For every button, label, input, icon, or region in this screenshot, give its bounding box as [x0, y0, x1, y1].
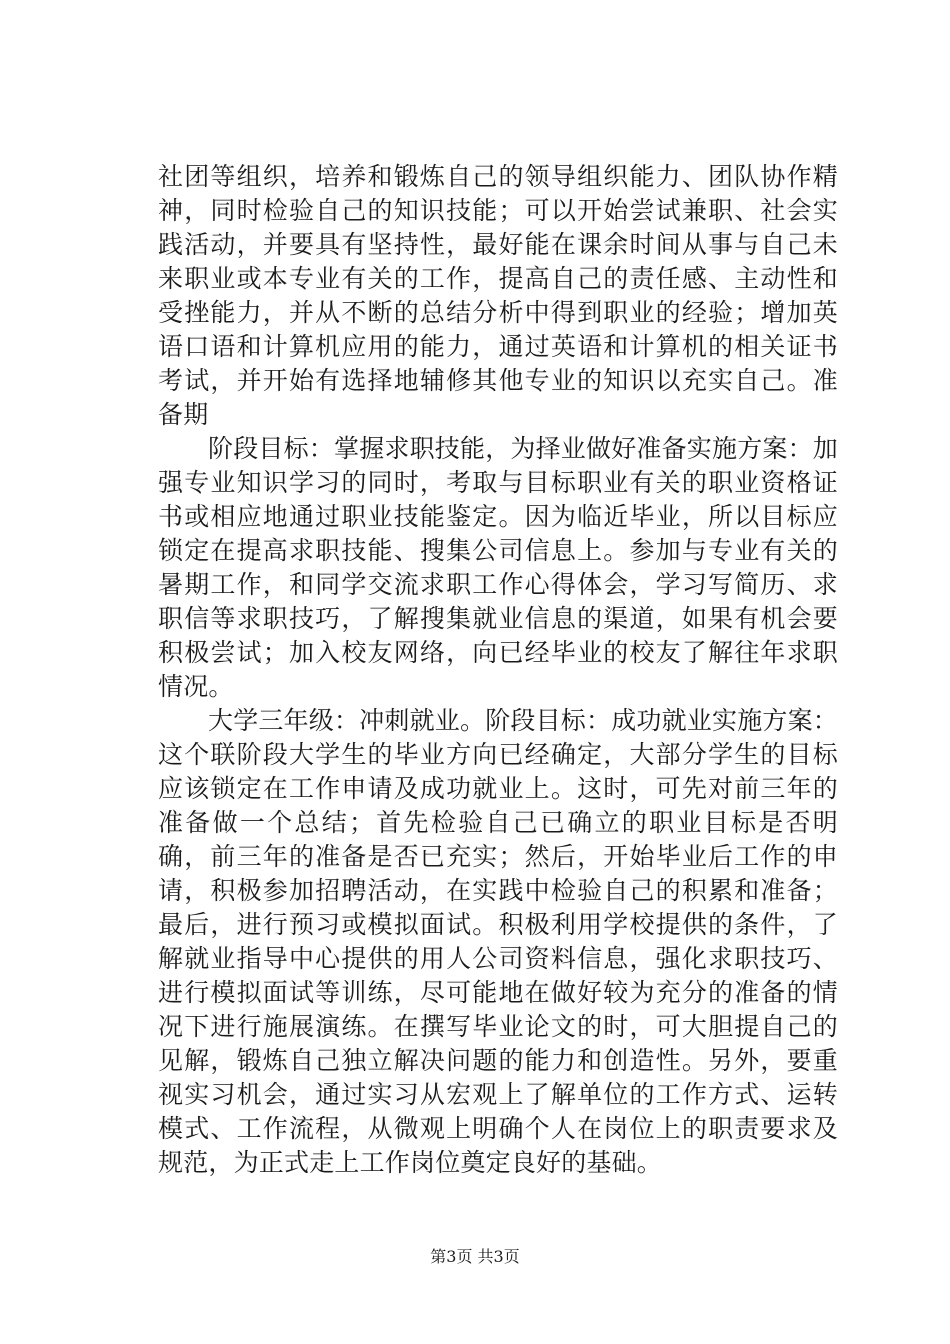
paragraph-1: 社团等组织，培养和锻炼自己的领导组织能力、团队协作精神，同时检验自己的知识技能；可以开始尝试兼职、社会实践活动，并要具有坚持性，最好能在课余时间从事与自己未来职业或本专业有关的工作，提高自己的责任感、主动性和受挫能力，并从不断的总结分析中得到职业的经验；增加英语口语和计算机应用的能力，通过英语和计算机的相关证书考试，并开始有选择地辅修其他专业的知识以充实自己。准备期 — [158, 162, 838, 429]
page-number-footer: 第3页 共3页 — [430, 1247, 520, 1266]
paragraph-2: 阶段目标：掌握求职技能，为择业做好准备实施方案：加强专业知识学习的同时，考取与目标职业有关的职业资格证书或相应地通过职业技能鉴定。因为临近毕业，所以目标应锁定在提高求职技能、搜集公司信息上。参加与专业有关的暑期工作，和同学交流求职工作心得体会，学习写简历、求职信等求职技巧，了解搜集就业信息的渠道，如果有机会要积极尝试；加入校友网络，向已经毕业的校友了解往年求职情况。 — [158, 434, 839, 701]
paragraph-3: 大学三年级：冲刺就业。阶段目标：成功就业实施方案：这个联阶段大学生的毕业方向已经确定，大部分学生的目标应该锁定在工作申请及成功就业上。这时，可先对前三年的准备做一个总结；首先检验自己已确立的职业目标是否明确，前三年的准备是否已充实；然后，开始毕业后工作的申请，积极参加招聘活动，在实践中检验自己的积累和准备；最后，进行预习或模拟面试。积极利用学校提供的条件，了解就业指导中心提供的用人公司资料信息，强化求职技巧、进行模拟面试等训练，尽可能地在做好较为充分的准备的情况下进行施展演练。在撰写毕业论文的时，可大胆提自己的见解，锻炼自己独立解决问题的能力和创造性。另外，要重视实习机会，通过实习从宏观上了解单位的工作方式、运转模式、工作流程，从微观上明确个人在岗位上的职责要求及规范，为正式走上工作岗位奠定良好的基础。 — [158, 706, 839, 1177]
document-body — [158, 160, 838, 1180]
